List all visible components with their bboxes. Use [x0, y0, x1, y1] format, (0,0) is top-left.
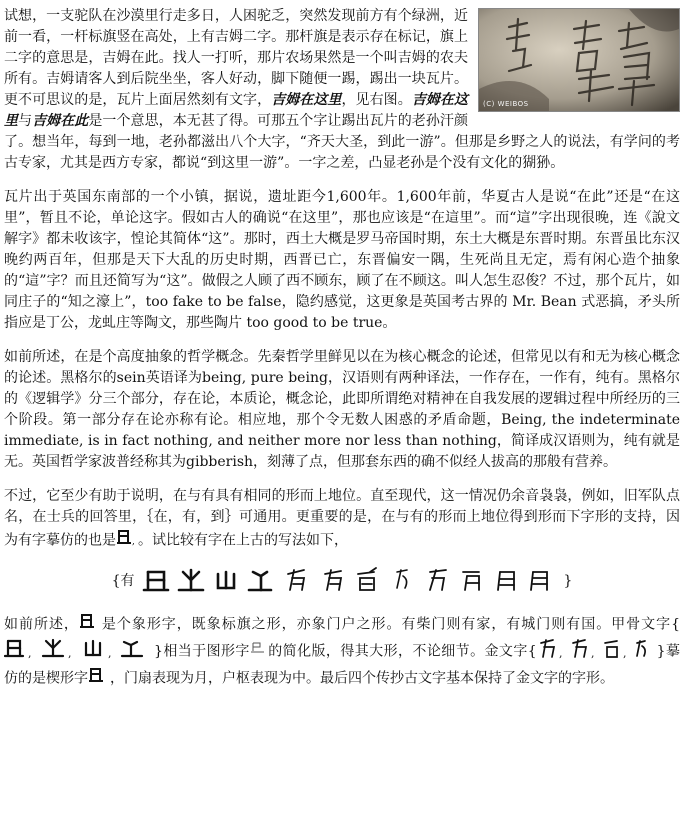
paragraph-1 — [4, 6, 680, 174]
paragraph-3: 如前所述，在是个高度抽象的哲学概念。先秦哲学里鲜见以在为核心概念的论述，但常见以有和无为核心概念的论述。黑格尔的sein英语译为being, pure being，汉语则有两种译法，一作存在，一作有，纯有。黑格尔的《逻辑学》分三个部分，存在论，本质论，概念论，此即所谓绝对精神在自我发展的逻辑过程中所经历的三个阶段。第一部分存在论亦称有论。相应地，那个令无数人困惑的矛盾命题，Being, the indeterminate immediate, is in fact nothing, and neither more nor less than nothing，简译成汉语则为，纯有就是无。英国哲学家波普经称其为gibberish，刻薄了点，但那套东西的确不似经人拔高的那般有营养。 — [4, 349, 680, 470]
oracle-glyph-2-icon — [179, 570, 203, 590]
bronze-glyph-set-icon — [537, 637, 657, 666]
bronze-glyph-2-icon — [325, 570, 341, 590]
svg-text:,: , — [558, 647, 563, 659]
svg-text:,: , — [68, 647, 72, 659]
paragraph-5-text-f: ，门扇表现为月，户枢表现为中。最后四个传抄古文字基本保持了金文字的字形。 — [110, 670, 614, 687]
svg-text:,: , — [28, 647, 32, 659]
paragraph-5 — [4, 612, 680, 691]
paragraph-4 — [4, 486, 680, 553]
paragraph-5-text-b: 是个象形字，既象标旗之形，亦象门户之形。有柴门则有家，有城门则有国。甲骨文字{ — [100, 616, 681, 633]
ancient-you-glyph-row — [4, 566, 680, 596]
pottery-shard-photo — [478, 8, 680, 112]
banner-gate-glyph-icon — [116, 528, 138, 553]
oracle-glyph-4-icon — [249, 572, 271, 590]
svg-text:,: , — [108, 647, 112, 659]
paragraph-4-text-a: 不过，它至少有助于说明，在与有具有相同的形而上地位。直至现代，这一情况仍余音袅袅，例如，旧军队点名，在士兵的回答里，｛在，有，到｝可通用。更重要的是，在与有的形而上地位得到形而下字形的支持，因为有字摹仿的也是 — [4, 488, 680, 549]
bronze-glyph-1-icon — [288, 570, 304, 590]
cuneiform-glyph-icon — [88, 666, 110, 691]
bronze-glyph-4-icon — [397, 570, 407, 588]
pictograph-small-icon — [250, 639, 268, 664]
banner-gate-glyph-icon — [79, 612, 101, 637]
paragraph-1-text-d: 与 — [18, 113, 33, 129]
paragraph-1-text-a: 试想，一支驼队在沙漠里行走多日，人困驼乏，突然发现前方有个绿洲，近前一看，一杆标旗竖在高处，上有吉姆二字。那杆旗是表示存在标记，旗上二字的意思是，吉姆在此。找人一打听，那片农场果然是一个叫吉姆的农夫所有。吉姆请客人到后院坐坐，客人好动，脚下随便一踢，踢出一块瓦片。更不可思议的是，瓦片上面居然刻有文字， — [4, 8, 468, 108]
oracle-glyph-1-icon — [144, 572, 168, 590]
oracle-glyph-set-icon — [4, 637, 154, 666]
paragraph-4-text-b: 。试比较有字在上古的写法如下， — [138, 532, 348, 549]
glyph-row-close: } — [563, 573, 573, 589]
paragraph-5-text-a: 如前所述， — [4, 616, 79, 633]
paragraph-1-text-e: 是一个意思，本无甚了得。可那五个字让踢出瓦片的老孙汗颜了。想当年，每到一地，老孙都滋出八个大字，“齐天大圣，到此一游”。但那是乡野之人的说法，有学问的考古专家，尤其是西方专家，都说“到这里一游”。一字之差，凸显老孙是个没有文化的猢狲。 — [4, 113, 680, 171]
transcribed-glyph-1-icon — [463, 572, 479, 590]
transcribed-glyph-3-icon — [531, 572, 547, 590]
emphasis-jim-here-2: 吉姆在这里 — [4, 92, 468, 129]
oracle-glyph-3-icon — [218, 572, 234, 588]
paragraph-5-text-c: }相当于图形字 — [154, 643, 250, 660]
emphasis-jim-here-1: 吉姆在这里 — [271, 92, 342, 108]
glyph-row-open: {有 — [111, 573, 135, 589]
shard-inscription-image — [479, 9, 679, 111]
emphasis-jim-at-this: 吉姆在此 — [32, 113, 89, 129]
paragraph-5-text-e: }摹仿的是楔形字 — [4, 643, 680, 687]
paragraph-5-text-d: 的简化版，得其大形，不论细节。金文字{ — [267, 643, 537, 660]
photo-watermark: (C) WEIBOS — [483, 100, 529, 108]
svg-text:,: , — [622, 647, 627, 659]
ancient-glyph-strip — [139, 566, 559, 596]
paragraph-1-text-c: ，见右图。 — [341, 92, 412, 108]
bronze-glyph-3-icon — [358, 568, 376, 590]
paragraph-2: 瓦片出于英国东南部的一个小镇，据说，遗址距今1,600年。1,600年前，华夏古人是说“在此”还是“在这里”，暂且不论，单论这字。假如古人的确说“在这里”，那也应该是“在這里”。而“這”字出现很晚，连《說文解字》都未收该字，惶论其简体“这”。那时，西土大概是罗马帝国时期，东土大概是东晋时期。东晋虽比东汉晚约两百年，但那是天下大乱的历史时期，西晋已亡，东晋偏安一隅，生死尚且无定，焉有闲心造个抽象的“這”字？而且还简写为“这”。做假之人顾了西不顾东，顾了在不顾这。叫人怎生忍俊？不过，那个瓦片，如同庄子的“知之濠上”，too fake to be false，隐约感觉，这更象是英国考古界的 Mr. Bean 式恶搞，矛头所指应是丁公，龙虬庄等陶文，那些陶片 too good to be true。 — [4, 189, 680, 331]
svg-text:,: , — [132, 537, 135, 546]
bronze-glyph-5-icon — [430, 570, 446, 590]
svg-text:,: , — [590, 647, 595, 659]
transcribed-glyph-2-icon — [498, 572, 514, 590]
